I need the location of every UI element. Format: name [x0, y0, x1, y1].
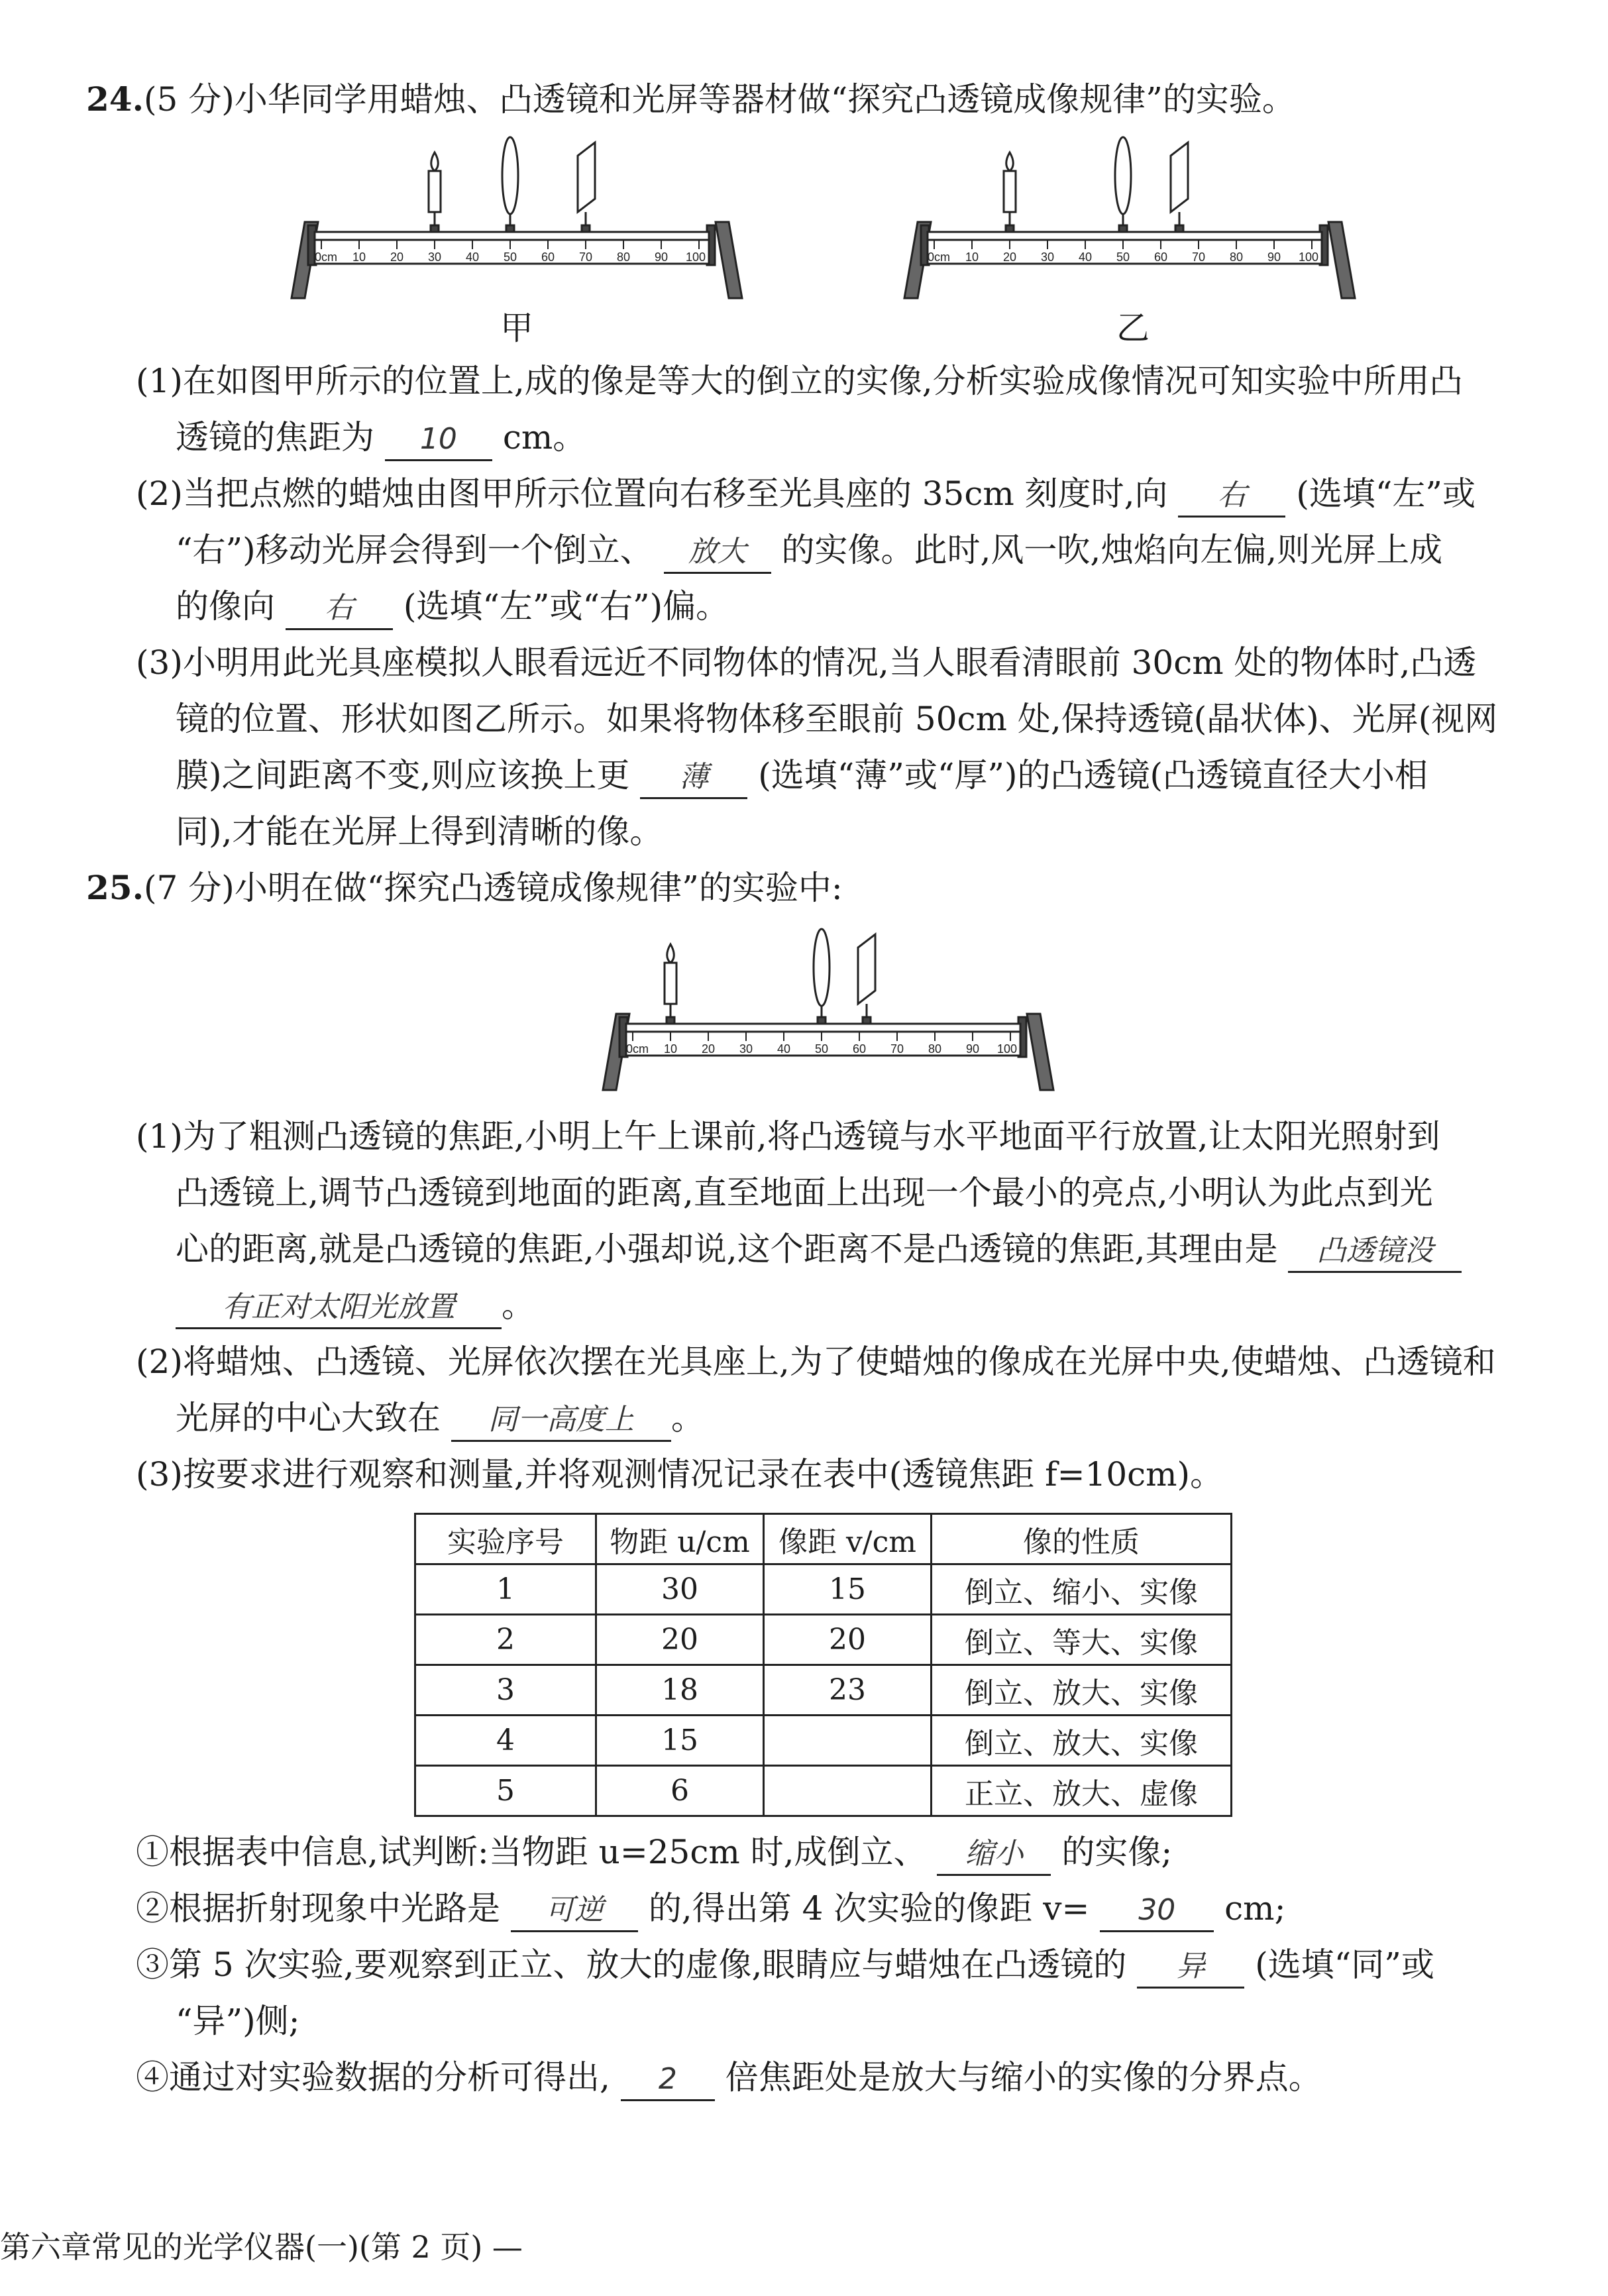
tick-label: 50: [814, 1042, 829, 1056]
light-screen: [578, 142, 595, 232]
table-header: 物距 u/cm: [596, 1514, 764, 1564]
q24-p2-text: 的像向: [176, 587, 275, 626]
table-cell: [764, 1766, 932, 1816]
q24-p3-line-d: 同),才能在光屏上得到清晰的像。: [176, 812, 663, 851]
candle: [1004, 152, 1016, 232]
tick-label: 20: [390, 250, 404, 264]
q24-p2-text: “右”)移动光屏会得到一个倒立、: [176, 531, 653, 569]
observation-table: [414, 1513, 1232, 1817]
table-cell: 倒立、等大、实像: [932, 1615, 1232, 1665]
q25-s1-text: 的实像;: [1061, 1833, 1173, 1871]
table-cell: 18: [596, 1665, 764, 1716]
q24-p1-text: 透镜的焦距为: [176, 418, 374, 457]
q25-p2-text: 光屏的中心大致在: [176, 1399, 441, 1437]
tick-label: 20: [701, 1042, 716, 1056]
tick-label: 0cm: [927, 250, 951, 264]
q24-p2-text: (选填“左”或: [1296, 474, 1475, 513]
tick-label: 60: [852, 1042, 867, 1056]
q24-stem-line: [86, 80, 1295, 119]
tick-label: 70: [890, 1042, 904, 1056]
table-cell: 倒立、放大、实像: [932, 1716, 1232, 1766]
tick-label: 10: [965, 250, 979, 264]
q25-p3-line: (3)按要求进行观察和测量,并将观测情况记录在表中(透镜焦距 f=10cm)。: [136, 1455, 1224, 1494]
tick-label: 100: [1298, 250, 1319, 264]
figure-label-yi: 乙: [1116, 309, 1150, 347]
q24-p2-answer-1: 右: [1178, 476, 1285, 518]
q25-s2-answer-2: 30: [1100, 1890, 1214, 1932]
convex-lens: [1115, 137, 1131, 232]
table-cell: 30: [596, 1564, 764, 1615]
q25-s4-answer: 2: [621, 2059, 715, 2101]
tick-label: 10: [352, 250, 366, 264]
table-row: [415, 1766, 1232, 1816]
q25-s4-text: ④通过对实验数据的分析可得出,: [136, 2058, 610, 2097]
tick-label: 30: [427, 250, 442, 264]
table-header: 像距 v/cm: [764, 1514, 932, 1564]
q24-p3-line-a: (3)小明用此光具座模拟人眼看远近不同物体的情况,当人眼看清眼前 30cm 处的物体时,凸透: [136, 643, 1477, 682]
q25-p1-line-a: (1)为了粗测凸透镜的焦距,小明上午上课前,将凸透镜与水平地面平行放置,让太阳光照射到: [136, 1117, 1440, 1156]
tick-label: 10: [663, 1042, 678, 1056]
q24-p1-unit: cm。: [502, 418, 586, 457]
q24-p2-line-b: [176, 530, 1442, 574]
q25-stem: (7 分)小明在做“探究凸透镜成像规律”的实验中:: [144, 869, 843, 907]
q25-s4-text: 倍焦距处是放大与缩小的实像的分界点。: [725, 2058, 1322, 2097]
candle: [429, 152, 441, 232]
q24-p3-line-c: [176, 755, 1428, 799]
q25-s3-text: ③第 5 次实验,要观察到正立、放大的虚像,眼睛应与蜡烛在凸透镜的: [136, 1945, 1127, 1984]
q25-p1-text: 。: [502, 1286, 535, 1325]
q25-s2-text: 的,得出第 4 次实验的像距 v=: [648, 1889, 1090, 1928]
q24-p2-line-a: [136, 474, 1475, 518]
q24-p2-text: 的实像。此时,风一吹,烛焰向左偏,则光屏上成: [781, 531, 1443, 569]
light-screen: [858, 934, 875, 1024]
q25-p1-answer-a: 凸透镜没: [1288, 1231, 1462, 1273]
q25-p1-text: 心的距离,就是凸透镜的焦距,小强却说,这个距离不是凸透镜的焦距,其理由是: [176, 1230, 1278, 1268]
table-header-row: [415, 1514, 1232, 1564]
table-cell: 20: [596, 1615, 764, 1665]
table-cell: 20: [764, 1615, 932, 1665]
q25-s1-answer: 缩小: [937, 1834, 1051, 1876]
q24-p2-text: (选填“左”或“右”)偏。: [403, 587, 729, 626]
convex-lens: [502, 137, 518, 232]
q25-s3-line-b: “异”)侧;: [176, 2002, 300, 2040]
q24-p2-answer-3: 右: [286, 588, 393, 630]
q25-p1-line-c: [176, 1229, 1462, 1273]
q25-p1-line-d: [176, 1285, 535, 1329]
tick-label: 40: [777, 1042, 791, 1056]
q24-p2-line-c: [176, 586, 729, 630]
q25-p1-answer-b: 有正对太阳光放置: [176, 1287, 502, 1329]
q25-s2-answer-1: 可逆: [511, 1890, 638, 1932]
table-cell: 6: [596, 1766, 764, 1816]
table-cell: 23: [764, 1665, 932, 1716]
tick-label: 90: [1267, 250, 1281, 264]
q25-stem-line: [86, 868, 843, 908]
tick-label: 50: [503, 250, 517, 264]
q24-p1-answer: 10: [385, 419, 492, 461]
table-row: [415, 1716, 1232, 1766]
q24-p2-answer-2: 放大: [664, 532, 771, 574]
ruler-right-leg: [716, 222, 742, 298]
table-cell: 正立、放大、虚像: [932, 1766, 1232, 1816]
tick-label: 0cm: [625, 1042, 649, 1056]
q24-number: 24.: [86, 80, 144, 119]
tick-label: 90: [965, 1042, 980, 1056]
tick-label: 100: [685, 250, 706, 264]
page-footer: 第六章常见的光学仪器(一)(第 2 页) —: [0, 2229, 523, 2265]
q25-s3-answer: 异: [1137, 1947, 1244, 1989]
tick-label: 30: [1040, 250, 1055, 264]
q25-number: 25.: [86, 868, 144, 907]
figure-q25: [596, 924, 1060, 1103]
tick-label: 0cm: [314, 250, 338, 264]
tick-label: 100: [996, 1042, 1018, 1056]
tick-label: 80: [1229, 250, 1244, 264]
table-cell: 倒立、缩小、实像: [932, 1564, 1232, 1615]
tick-label: 70: [1191, 250, 1206, 264]
table-cell: 5: [415, 1766, 596, 1816]
table-row: [415, 1564, 1232, 1615]
figure-yi: [898, 133, 1362, 311]
q24-stem: (5 分)小华同学用蜡烛、凸透镜和光屏等器材做“探究凸透镜成像规律”的实验。: [144, 80, 1295, 119]
light-screen: [1171, 142, 1188, 232]
q25-s3-text: (选填“同”或: [1255, 1945, 1434, 1984]
q25-s2-text: cm;: [1224, 1889, 1286, 1928]
q25-p1-line-b: 凸透镜上,调节凸透镜到地面的距离,直至地面上出现一个最小的亮点,小明认为此点到光: [176, 1174, 1433, 1212]
table-cell: 15: [764, 1564, 932, 1615]
q25-s3-line-a: [136, 1945, 1434, 1989]
table-cell: 15: [596, 1716, 764, 1766]
tick-label: 30: [739, 1042, 753, 1056]
figure-label-jia: 甲: [500, 309, 533, 347]
q24-p3-line-b: 镜的位置、形状如图乙所示。如果将物体移至眼前 50cm 处,保持透镜(晶状体)、光屏(视网: [176, 700, 1498, 738]
tick-label: 70: [578, 250, 593, 264]
q25-s2-line: [136, 1888, 1285, 1932]
tick-label: 50: [1116, 250, 1130, 264]
tick-label: 80: [928, 1042, 942, 1056]
tick-label: 60: [1153, 250, 1168, 264]
table-cell: 倒立、放大、实像: [932, 1665, 1232, 1716]
q24-p1-line-b: [176, 417, 586, 461]
table-header: 像的性质: [932, 1514, 1232, 1564]
tick-label: 80: [616, 250, 631, 264]
q25-p2-line-a: (2)将蜡烛、凸透镜、光屏依次摆在光具座上,为了使蜡烛的像成在光屏中央,使蜡烛、凸透镜和: [136, 1342, 1496, 1381]
tick-label: 20: [1002, 250, 1017, 264]
figure-jia: [285, 133, 749, 311]
table-cell: 3: [415, 1665, 596, 1716]
tick-label: 60: [541, 250, 555, 264]
q25-s1-line: [136, 1832, 1172, 1876]
ruler-right-leg: [1027, 1014, 1053, 1090]
q24-p3-text: 膜)之间距离不变,则应该换上更: [176, 756, 630, 794]
q24-p3-answer: 薄: [640, 757, 747, 799]
ruler-right-leg: [1328, 222, 1355, 298]
candle: [665, 944, 676, 1024]
table-cell: 4: [415, 1716, 596, 1766]
convex-lens: [814, 929, 830, 1024]
q25-s1-text: ①根据表中信息,试判断:当物距 u=25cm 时,成倒立、: [136, 1833, 927, 1871]
q24-p3-text: (选填“薄”或“厚”)的凸透镜(凸透镜直径大小相: [758, 756, 1428, 794]
table-cell: 2: [415, 1615, 596, 1665]
tick-label: 40: [465, 250, 480, 264]
q24-p1-line-a: (1)在如图甲所示的位置上,成的像是等大的倒立的实像,分析实验成像情况可知实验中所用凸: [136, 362, 1463, 400]
q25-s4-line: [136, 2057, 1322, 2101]
q25-p2-answer: 同一高度上: [451, 1400, 671, 1442]
table-row: [415, 1615, 1232, 1665]
table-row: [415, 1665, 1232, 1716]
table-header: 实验序号: [415, 1514, 596, 1564]
q25-s2-text: ②根据折射现象中光路是: [136, 1889, 500, 1928]
q25-p2-line-b: [176, 1398, 704, 1442]
table-cell: 1: [415, 1564, 596, 1615]
tick-label: 90: [654, 250, 669, 264]
q25-p2-text: 。: [670, 1399, 704, 1437]
q24-p2-text: (2)当把点燃的蜡烛由图甲所示位置向右移至光具座的 35cm 刻度时,向: [136, 474, 1168, 513]
tick-label: 40: [1078, 250, 1093, 264]
table-cell: [764, 1716, 932, 1766]
